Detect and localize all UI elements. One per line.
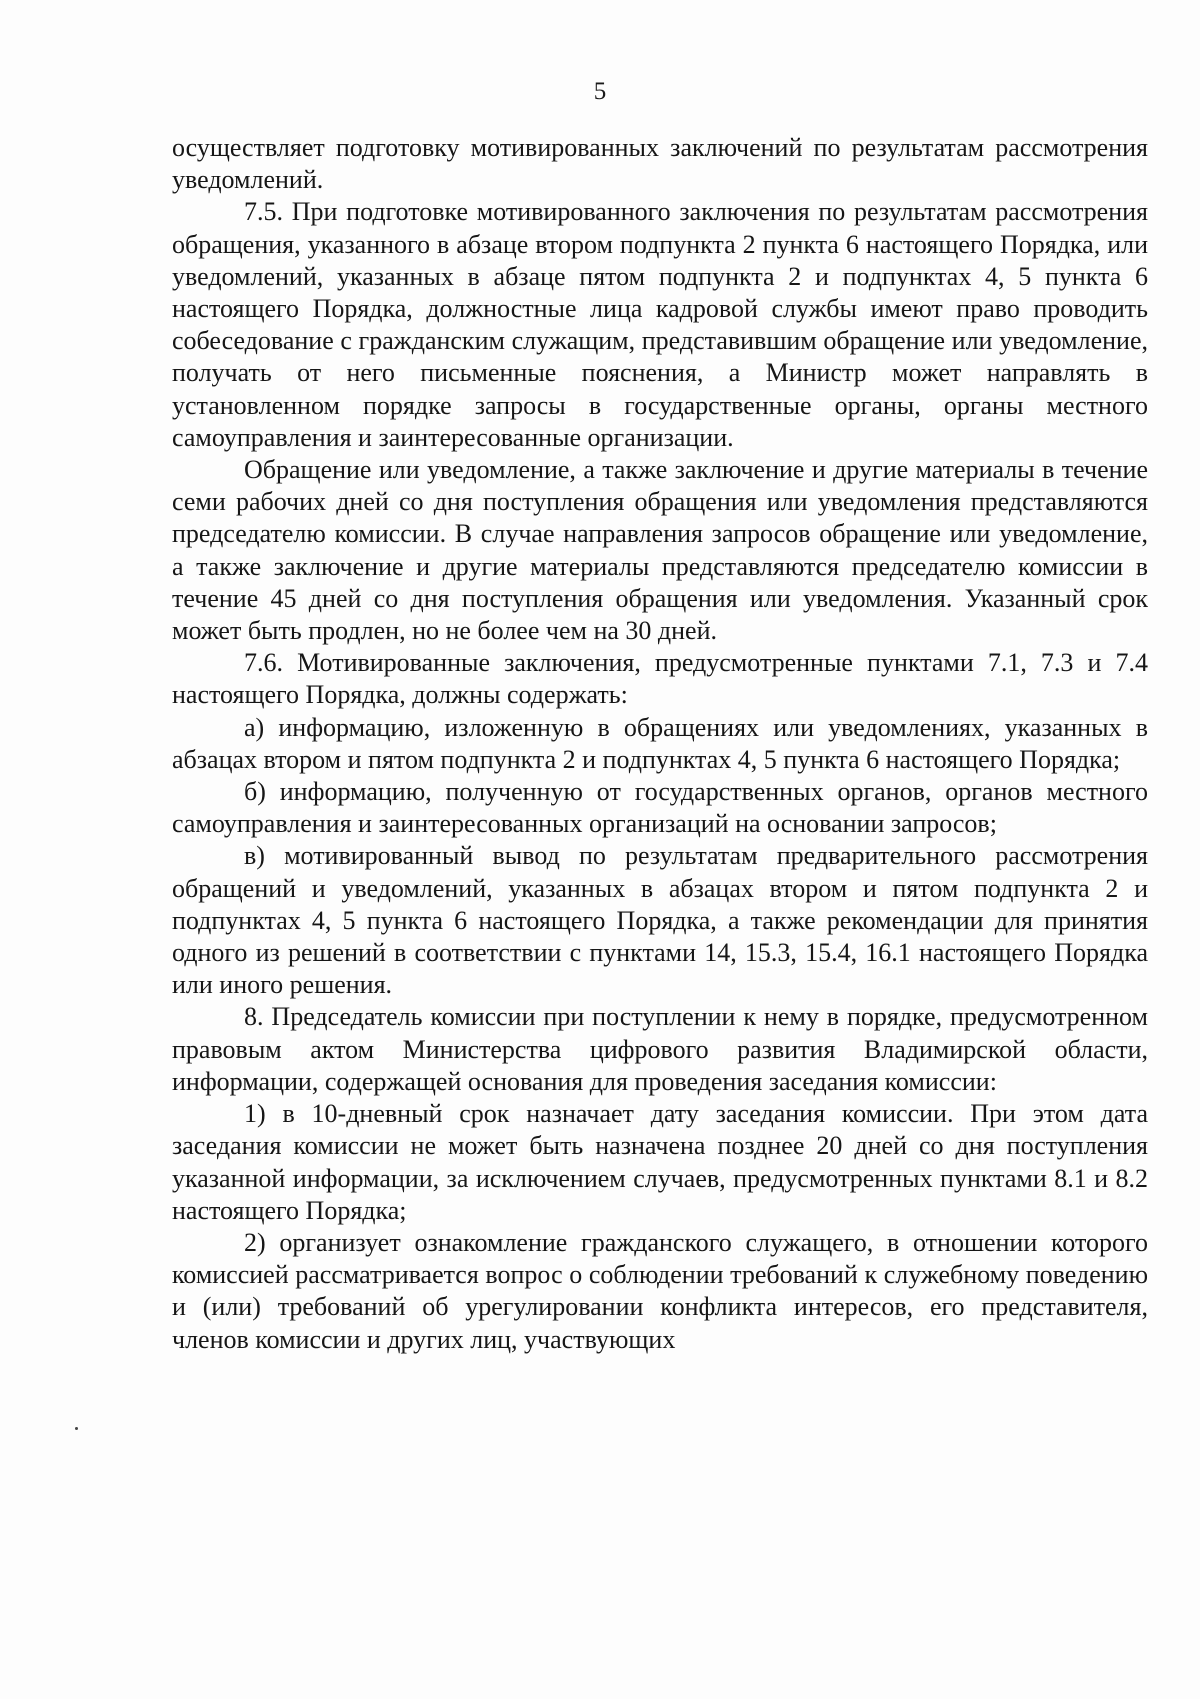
- paragraph-7-5: 7.5. При подготовке мотивированного заключения по результатам рассмотрения обращения, указанного в абзаце втором подпункта 2 пункта 6 настоящего Порядка, или уведомлений, указанных в абзаце пятом подпункта 2 и подпунктах 4, 5 пункта 6 настоящего Порядка, должностные лица кадровой службы имеют право проводить собеседование с гражданским служащим, представившим обращение или уведомление, получать от него письменные пояснения, а Министр может направлять в установленном порядке запросы в государственные органы, органы местного самоуправления и заинтересованные организации.: [172, 197, 1148, 452]
- paragraph-7-6-v: в) мотивированный вывод по результатам предварительного рассмотрения обращений и уведомлений, указанных в абзацах втором и пятом подпункта 2 и подпунктах 4, 5 пункта 6 настоящего Порядка, а также рекомендации для принятия одного из решений в соответствии с пунктами 14, 15.3, 15.4, 16.1 настоящего Порядка или иного решения.: [172, 841, 1148, 1000]
- paragraph-7-6-a: а) информацию, изложенную в обращениях или уведомлениях, указанных в абзацах втором и пятом подпункта 2 и подпунктах 4, 5 пункта 6 настоящего Порядка;: [172, 712, 1148, 774]
- paragraph-continuation: осуществляет подготовку мотивированных заключений по результатам рассмотрения уведомлений.: [172, 133, 1148, 195]
- paragraph-8: 8. Председатель комиссии при поступлении к нему в порядке, предусмотренном правовым актом Министерства цифрового развития Владимирской области, информации, содержащей основания для проведения заседания комиссии:: [172, 1002, 1148, 1096]
- page-number: 5: [593, 78, 607, 105]
- paragraph-8-1: 1) в 10-дневный срок назначает дату заседания комиссии. При этом дата заседания комиссии не может быть назначена позднее 20 дней со дня поступления указанной информации, за исключением случаев, предусмотренных пунктами 8.1 и 8.2 настоящего Порядка;: [172, 1099, 1148, 1225]
- document-body: [172, 132, 1148, 1356]
- scan-speck: [75, 1427, 78, 1430]
- paragraph-7-6: 7.6. Мотивированные заключения, предусмотренные пунктами 7.1, 7.3 и 7.4 настоящего Порядка, должны содержать:: [172, 648, 1148, 710]
- paragraph-7-6-b: б) информацию, полученную от государственных органов, органов местного самоуправления и заинтересованных организаций на основании запросов;: [172, 777, 1148, 839]
- paragraph-7-5-deadlines: Обращение или уведомление, а также заключение и другие материалы в течение семи рабочих дней со дня поступления обращения или уведомления представляются председателю комиссии. В случае направления запросов обращение или уведомление, а также заключение и другие материалы представляются председателю комиссии в течение 45 дней со дня поступления обращения или уведомления. Указанный срок может быть продлен, но не более чем на 30 дней.: [172, 455, 1148, 646]
- paragraph-8-2: 2) организует ознакомление гражданского служащего, в отношении которого комиссией рассматривается вопрос о соблюдении требований к служебному поведению и (или) требований об урегулировании конфликта интересов, его представителя, членов комиссии и других лиц, участвующих: [172, 1227, 1148, 1354]
